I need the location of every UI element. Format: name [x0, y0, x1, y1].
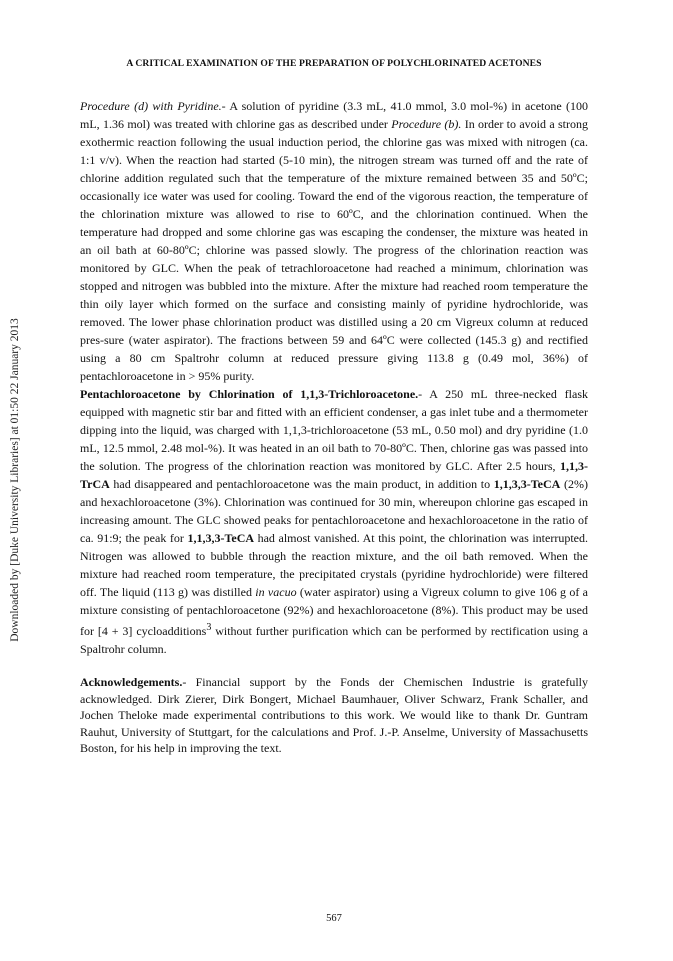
procedure-d-text-2: In order to avoid a strong exothermic reaction following the usual induction period, the chlorine gas was mixed with nitrogen (ca. 1:1 v/v). When the reaction had started (5-10 min), the nitrogen stream was turned off and the rate of chlorine addition regulated such that the temperature of the mixture remained between 35 and 50ºC; occasionally ice water was used for cooling. Toward the end of the vigorous reaction, the temperature of the chlorination mixture was allowed to rise to 60ºC, and the chlorination continued. When the temperature had dropped and some chlorine gas was escaping the condenser, the mixture was heated in an oil bath at 60-80ºC; chlorine was passed slowly. The progress of the chlorination reaction was monitored by GLC. When the peak of tetrachloroacetone had reached a minimum, chlorination was stopped and nitrogen was bubbled into the mixture. After the mixture had reached room temperature the thin oily layer which formed on the surface and consisting mainly of pyridine hydrochloride, was removed. The lower phase chlorination product was distilled using a 20 cm Vigreux column at reduced pres-sure (water aspirator). The fractions between 59 and 64ºC were collected (145.3 g) and rectified using a 80 cm Spaltrohr column at reduced pressure giving 113.8 g (0.49 mol, 36%) of pentachloroacetone in > 95% purity.: [80, 117, 589, 383]
para2-text-2: had disappeared and pentachloroacetone was the main product, in addition to: [109, 477, 494, 491]
para2-text-5: (water aspirator) using a Vigreux column to give 106 g of a mixture consisting of pentachloroacetone (92%) and hexachloroacetone (8%). This product may be used for [4 + 3] cycloadditions: [80, 585, 588, 638]
running-title: A CRITICAL EXAMINATION OF THE PREPARATION OF POLYCHLORINATED ACETONES: [126, 58, 542, 69]
page: [80, 0, 588, 961]
para2-text-6: without further purification which can be performed by rectification using a Spaltrohr column.: [80, 624, 588, 656]
in-vacuo: in vacuo: [255, 585, 297, 599]
para2-text-1: - A 250 mL three-necked flask equipped with magnetic stir bar and fitted with an efficient condenser, a gas inlet tube and a thermometer dipping into the liquid, was charged with 1,1,3-trichloroacetone (53 mL, 0.50 mol) and dry pyridine (1.0 mL, 12.5 mmol, 2.48 mol-%). It was heated in an oil bath to 70-80ºC. Then, chlorine gas was passed into the solution. The progress of the chlorination reaction was monitored by GLC. After 2.5 hours,: [80, 387, 588, 473]
download-watermark: Downloaded by [Duke University Libraries] at 01:50 22 January 2013: [9, 318, 21, 642]
pentachloroacetone-paragraph: [80, 385, 588, 658]
para2-text-4: had almost vanished. At this point, the chlorination was interrupted. Nitrogen was allowed to bubble through the reaction mixture, and the oil bath removed. When the mixture had reached room temperature, the precipitated crystals (pyridine hydrochloride) were filtered off. The liquid (113 g) was distilled: [80, 531, 588, 599]
acknowledgements-text: - Financial support by the Fonds der Chemischen Industrie is gratefully acknowledged. Dirk Zierer, Dirk Bongert, Michael Baumhauer, Oliver Schwarz, Frank Schaller, and Jochen Theloke made experimental contributions to this work. We would like to thank Dr. Guntram Rauhut, University of Stuttgart, for the calculations and Prof. J.-P. Anselme, University of Massachusetts Boston, for his help in improving the text.: [80, 675, 588, 755]
procedure-d-text-1: - A solution of pyridine (3.3 mL, 41.0 mmol, 3.0 mol-%) in acetone (100 mL, 1.36 mol) was treated with chlorine gas as described under: [80, 99, 588, 131]
para2-text-3: (2%) and hexachloroacetone (3%). Chlorination was continued for 30 min, whereupon chlorine gas escaped in increasing amount. The GLC showed peaks for pentachloroacetone and hexachloroacetone in the ratio of ca. 91:9; the peak for: [80, 477, 588, 545]
acknowledgements-paragraph: [80, 674, 588, 757]
procedure-b-reference: Procedure (b).: [391, 117, 462, 131]
reference-superscript: 3: [206, 622, 212, 633]
body-text: [80, 97, 588, 757]
compound-trca: 1,1,3-TrCA: [80, 459, 588, 491]
acknowledgements-heading: Acknowledgements.: [80, 675, 183, 689]
compound-teca-2: 1,1,3,3-TeCA: [187, 531, 255, 545]
procedure-d-paragraph: [80, 97, 588, 385]
procedure-d-heading: Procedure (d) with Pyridine.: [80, 99, 222, 113]
pentachloroacetone-heading: Pentachloroacetone by Chlorination of 1,1,3-Trichloroacetone.: [80, 387, 419, 401]
compound-teca-1: 1,1,3,3-TeCA: [493, 477, 561, 491]
page-number: 567: [326, 913, 342, 924]
